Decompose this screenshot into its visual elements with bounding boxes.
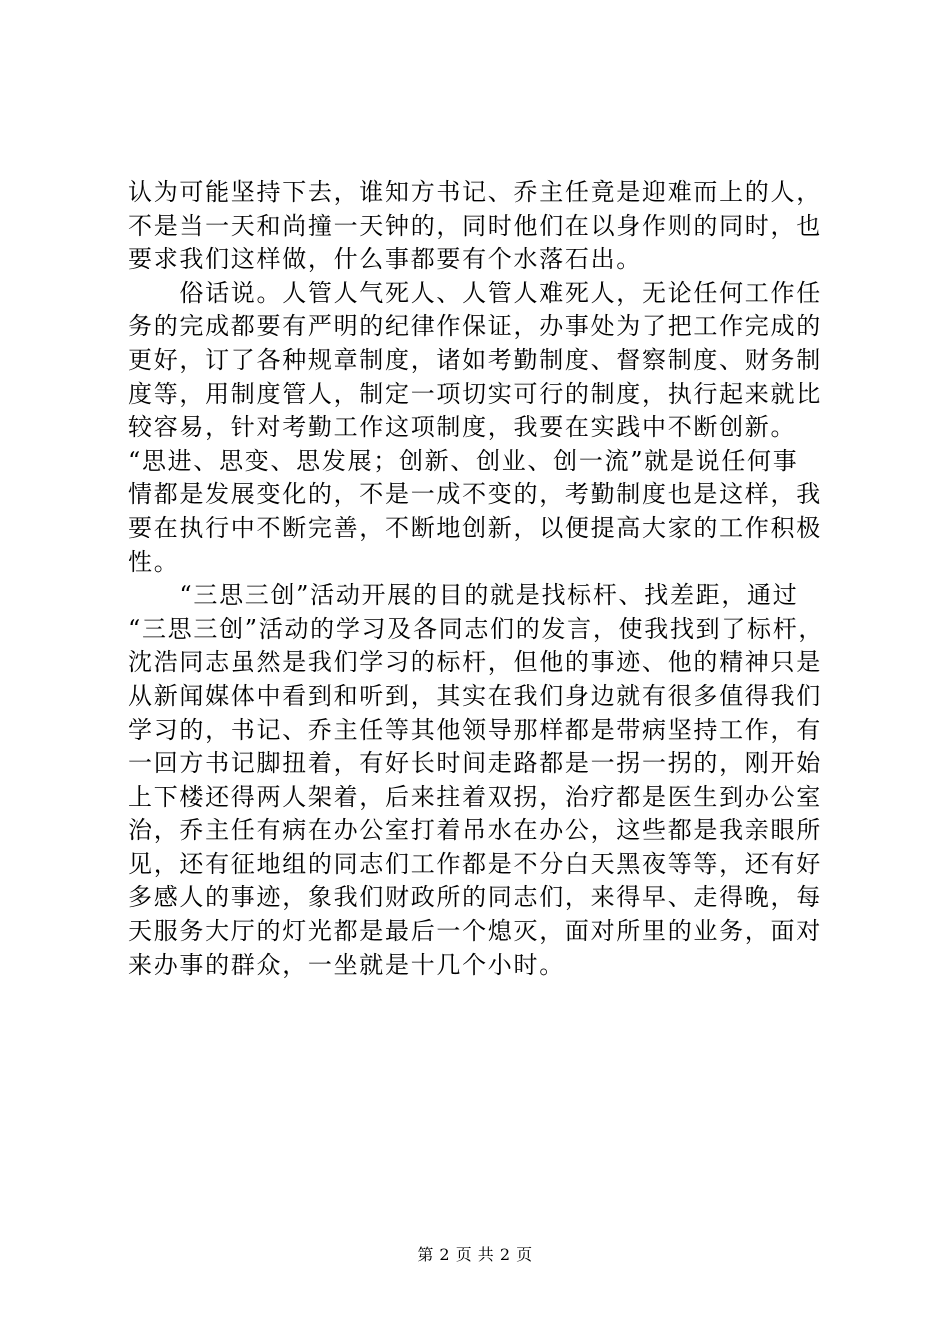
text-line: 从新闻媒体中看到和听到，其实在我们身边就有很多值得我们 bbox=[128, 681, 822, 710]
text-line: “三思三创”活动开展的目的就是找标杆、找差距，通过 bbox=[128, 581, 799, 610]
text-line: 要在执行中不断完善，不断地创新，以便提高大家的工作积极 bbox=[128, 513, 822, 542]
text-line: 不是当一天和尚撞一天钟的，同时他们在以身作则的同时，也 bbox=[128, 211, 822, 240]
text-line: 一回方书记脚扭着，有好长时间走路都是一拐一拐的，刚开始 bbox=[128, 749, 822, 778]
text-line: 要求我们这样做，什么事都要有个水落石出。 bbox=[128, 245, 642, 274]
text-line: 上下楼还得两人架着，后来拄着双拐，治疗都是医生到办公室 bbox=[128, 782, 822, 811]
text-line: “思进、思变、思发展；创新、创业、创一流”就是说任何事 bbox=[128, 446, 799, 475]
text-line: 学习的，书记、乔主任等其他领导那样都是带病坚持工作，有 bbox=[128, 715, 822, 744]
text-line: 较容易，针对考勤工作这项制度，我要在实践中不断创新。 bbox=[128, 413, 797, 442]
text-line: “三思三创”活动的学习及各同志们的发言，使我找到了标杆， bbox=[128, 614, 825, 643]
document-body bbox=[128, 176, 828, 982]
text-line: 度等，用制度管人，制定一项切实可行的制度，执行起来就比 bbox=[128, 379, 822, 408]
text-line: 更好，订了各种规章制度，诸如考勤制度、督察制度、财务制 bbox=[128, 345, 822, 374]
text-line: 认为可能坚持下去，谁知方书记、乔主任竟是迎难而上的人， bbox=[128, 178, 822, 206]
text-line: 情都是发展变化的，不是一成不变的，考勤制度也是这样，我 bbox=[128, 480, 822, 509]
text-line: 性。 bbox=[128, 547, 180, 576]
text-line: 俗话说。人管人气死人、人管人难死人，无论任何工作任 bbox=[128, 278, 822, 307]
text-line: 治，乔主任有病在办公室打着吊水在办公，这些都是我亲眼所 bbox=[128, 816, 822, 845]
text-line: 天服务大厅的灯光都是最后一个熄灭，面对所里的业务，面对 bbox=[128, 917, 822, 946]
text-line: 见，还有征地组的同志们工作都是不分白天黑夜等等，还有好 bbox=[128, 849, 822, 878]
text-line: 务的完成都要有严明的纪律作保证，办事处为了把工作完成的 bbox=[128, 312, 822, 341]
text-line: 来办事的群众，一坐就是十几个小时。 bbox=[128, 950, 565, 979]
page-number: 第 2 页 共 2 页 bbox=[417, 1245, 533, 1264]
text-line: 沈浩同志虽然是我们学习的标杆，但他的事迹、他的精神只是 bbox=[128, 648, 822, 677]
text-line: 多感人的事迹，象我们财政所的同志们，来得早、走得晚，每 bbox=[128, 883, 822, 912]
